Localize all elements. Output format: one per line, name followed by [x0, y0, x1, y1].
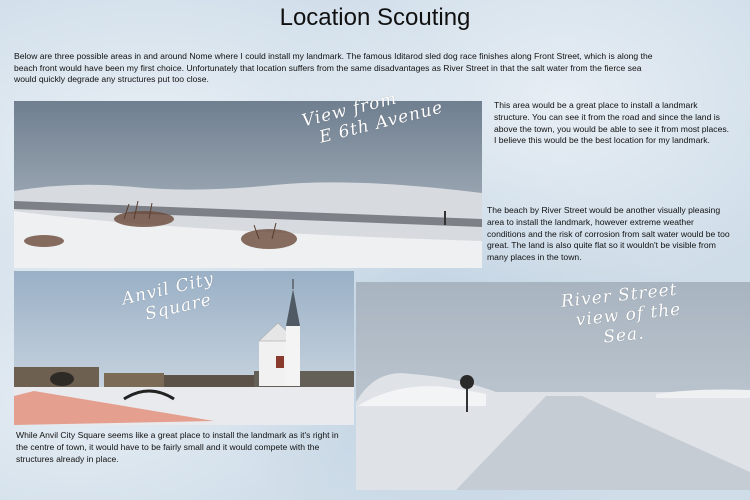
e6th-avenue-photo	[14, 101, 482, 268]
anvil-city-square-text: While Anvil City Square seems like a great place to install the landmark as it's right in the centre of town, it would have to be fairly small and it would compete with the structures already in place.	[16, 430, 339, 464]
page-title: Location Scouting	[279, 4, 471, 31]
anvil-city-square-caption: Anvil City Square	[120, 268, 217, 329]
e6th-avenue-text: This area would be a great place to install a landmark structure. You can see it from the road and since the land is above the town, you would be able to see it from most places. I believe this would be the best location for my landmark.	[494, 100, 730, 146]
river-street-text: The beach by River Street would be another visually pleasing area to install the landmark, however extreme weather conditions and the risk of corrosion from salt water would be too great. The land is also quite flat so it wouldn't be visible from many places in the town.	[487, 205, 730, 263]
intro-paragraph: Below are three possible areas in and around Nome where I could install my landmark. The famous Iditarod sled dog race finishes along Front Street, which is along the beach front would have been my first choice. Unfortunately that location suffers from the same disadvantages as River Street in that the salt water from the fierce sea would quickly degrade any structures put too close.	[14, 51, 653, 85]
e6th-avenue-caption: View from E 6th Avenue	[300, 88, 446, 151]
river-street-photo	[356, 279, 750, 490]
river-street-caption: River Street view of the Sea.	[560, 279, 683, 352]
